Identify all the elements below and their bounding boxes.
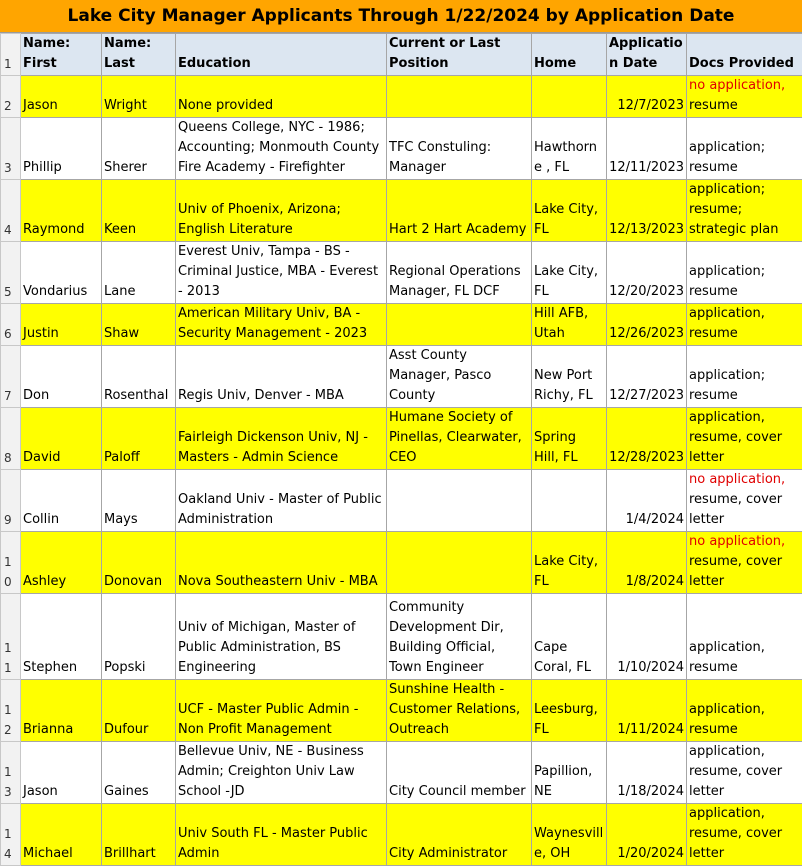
education-cell[interactable]: Fairleigh Dickenson Univ, NJ - Masters - Admin Science bbox=[176, 408, 387, 470]
docs-provided-text: application; resume; strategic plan bbox=[689, 182, 779, 237]
docs-provided-cell[interactable] bbox=[687, 346, 802, 408]
table-row bbox=[1, 680, 802, 742]
row-number[interactable]: 4 bbox=[1, 180, 21, 242]
application-date-cell[interactable]: 12/28/2023 bbox=[607, 408, 687, 470]
first-name-cell[interactable]: Phillip bbox=[21, 118, 102, 180]
docs-provided-cell[interactable] bbox=[687, 532, 802, 594]
docs-provided-cell[interactable] bbox=[687, 118, 802, 180]
home-cell[interactable] bbox=[532, 76, 607, 118]
application-date-cell[interactable]: 1/11/2024 bbox=[607, 680, 687, 742]
position-cell[interactable]: City Administrator bbox=[387, 804, 532, 866]
docs-provided-cell[interactable] bbox=[687, 742, 802, 804]
row-number[interactable]: 5 bbox=[1, 242, 21, 304]
docs-provided-cell[interactable] bbox=[687, 304, 802, 346]
header-position[interactable]: Current or Last Position bbox=[387, 34, 532, 76]
last-name-cell[interactable]: Lane bbox=[102, 242, 176, 304]
table-row bbox=[1, 594, 802, 680]
education-cell[interactable]: Queens College, NYC - 1986; Accounting; Monmouth County Fire Academy - Firefighter bbox=[176, 118, 387, 180]
row-number[interactable]: 7 bbox=[1, 346, 21, 408]
application-date-cell[interactable]: 1/4/2024 bbox=[607, 470, 687, 532]
header-first-name[interactable]: Name: First bbox=[21, 34, 102, 76]
position-cell[interactable]: Sunshine Health - Customer Relations, Outreach bbox=[387, 680, 532, 742]
last-name-cell[interactable]: Paloff bbox=[102, 408, 176, 470]
application-date-cell[interactable]: 1/8/2024 bbox=[607, 532, 687, 594]
education-cell[interactable]: Nova Southeastern Univ - MBA bbox=[176, 532, 387, 594]
table-row bbox=[1, 804, 802, 866]
row-number[interactable]: 13 bbox=[1, 742, 21, 804]
docs-provided-text: application; resume bbox=[689, 140, 765, 175]
education-cell[interactable]: Everest Univ, Tampa - BS - Criminal Justice, MBA - Everest - 2013 bbox=[176, 242, 387, 304]
first-name-cell[interactable]: Jason bbox=[21, 742, 102, 804]
home-cell[interactable]: New Port Richy, FL bbox=[532, 346, 607, 408]
docs-provided-text: application, resume, cover letter bbox=[689, 410, 782, 465]
position-cell[interactable] bbox=[387, 76, 532, 118]
table-row bbox=[1, 408, 802, 470]
header-application-date[interactable]: Application Date bbox=[607, 34, 687, 76]
application-date-cell[interactable]: 12/11/2023 bbox=[607, 118, 687, 180]
row-number[interactable]: 8 bbox=[1, 408, 21, 470]
position-cell[interactable]: TFC Constuling: Manager bbox=[387, 118, 532, 180]
home-cell[interactable] bbox=[532, 470, 607, 532]
table-row bbox=[1, 742, 802, 804]
position-cell[interactable]: Hart 2 Hart Academy bbox=[387, 180, 532, 242]
table-row bbox=[1, 470, 802, 532]
last-name-cell[interactable]: Shaw bbox=[102, 304, 176, 346]
docs-provided-cell[interactable] bbox=[687, 594, 802, 680]
education-cell[interactable]: Regis Univ, Denver - MBA bbox=[176, 346, 387, 408]
home-cell[interactable]: Cape Coral, FL bbox=[532, 594, 607, 680]
education-cell[interactable]: Bellevue Univ, NE - Business Admin; Creighton Univ Law School -JD bbox=[176, 742, 387, 804]
education-cell[interactable]: Univ South FL - Master Public Admin bbox=[176, 804, 387, 866]
education-cell[interactable]: UCF - Master Public Admin - Non Profit Management bbox=[176, 680, 387, 742]
row-number[interactable]: 6 bbox=[1, 304, 21, 346]
docs-provided-cell[interactable] bbox=[687, 242, 802, 304]
application-date-cell[interactable]: 12/27/2023 bbox=[607, 346, 687, 408]
first-name-cell[interactable]: Vondarius bbox=[21, 242, 102, 304]
last-name-cell[interactable]: Popski bbox=[102, 594, 176, 680]
first-name-cell[interactable]: Collin bbox=[21, 470, 102, 532]
home-cell[interactable]: Hawthorne , FL bbox=[532, 118, 607, 180]
no-application-flag: no application, bbox=[689, 534, 785, 549]
home-cell[interactable]: Papillion, NE bbox=[532, 742, 607, 804]
docs-provided-cell[interactable] bbox=[687, 180, 802, 242]
home-cell[interactable]: Lake City, FL bbox=[532, 180, 607, 242]
row-number[interactable]: 9 bbox=[1, 470, 21, 532]
last-name-cell[interactable]: Sherer bbox=[102, 118, 176, 180]
docs-provided-cell[interactable] bbox=[687, 804, 802, 866]
docs-provided-text: application; resume bbox=[689, 264, 765, 299]
docs-provided-text: application, resume, cover letter bbox=[689, 744, 782, 799]
home-cell[interactable]: Lake City, FL bbox=[532, 532, 607, 594]
home-cell[interactable]: Leesburg, FL bbox=[532, 680, 607, 742]
table-row bbox=[1, 180, 802, 242]
header-row bbox=[1, 34, 802, 76]
education-cell[interactable]: Univ of Phoenix, Arizona; English Literature bbox=[176, 180, 387, 242]
position-cell[interactable]: Humane Society of Pinellas, Clearwater, CEO bbox=[387, 408, 532, 470]
docs-provided-text: application, resume bbox=[689, 702, 765, 737]
docs-provided-text: application, resume bbox=[689, 640, 765, 675]
docs-provided-cell[interactable] bbox=[687, 470, 802, 532]
table-row bbox=[1, 346, 802, 408]
education-cell[interactable]: None provided bbox=[176, 76, 387, 118]
header-docs-provided[interactable]: Docs Provided bbox=[687, 34, 802, 76]
first-name-cell[interactable]: Ashley bbox=[21, 532, 102, 594]
row-number[interactable]: 14 bbox=[1, 804, 21, 866]
application-date-cell[interactable]: 12/13/2023 bbox=[607, 180, 687, 242]
docs-provided-text: resume bbox=[689, 98, 738, 113]
position-cell[interactable]: Regional Operations Manager, FL DCF bbox=[387, 242, 532, 304]
table-row bbox=[1, 304, 802, 346]
last-name-cell[interactable]: Keen bbox=[102, 180, 176, 242]
position-cell[interactable] bbox=[387, 532, 532, 594]
row-number[interactable]: 3 bbox=[1, 118, 21, 180]
no-application-flag: no application, bbox=[689, 78, 785, 93]
sheet-title: Lake City Manager Applicants Through 1/22/2024 by Application Date bbox=[0, 0, 802, 33]
position-cell[interactable] bbox=[387, 470, 532, 532]
application-date-cell[interactable]: 12/20/2023 bbox=[607, 242, 687, 304]
home-cell[interactable]: Waynesville, OH bbox=[532, 804, 607, 866]
table-row bbox=[1, 242, 802, 304]
row-number[interactable]: 11 bbox=[1, 594, 21, 680]
docs-provided-cell[interactable] bbox=[687, 680, 802, 742]
last-name-cell[interactable]: Brillhart bbox=[102, 804, 176, 866]
docs-provided-cell[interactable] bbox=[687, 408, 802, 470]
row-number[interactable]: 10 bbox=[1, 532, 21, 594]
docs-provided-text: application; resume bbox=[689, 368, 765, 403]
last-name-cell[interactable]: Mays bbox=[102, 470, 176, 532]
row-number[interactable]: 2 bbox=[1, 76, 21, 118]
education-cell[interactable]: Univ of Michigan, Master of Public Administration, BS Engineering bbox=[176, 594, 387, 680]
first-name-cell[interactable]: David bbox=[21, 408, 102, 470]
first-name-cell[interactable]: Jason bbox=[21, 76, 102, 118]
home-cell[interactable]: Spring Hill, FL bbox=[532, 408, 607, 470]
last-name-cell[interactable]: Donovan bbox=[102, 532, 176, 594]
application-date-cell[interactable]: 1/20/2024 bbox=[607, 804, 687, 866]
education-cell[interactable]: Oakland Univ - Master of Public Administration bbox=[176, 470, 387, 532]
position-cell[interactable]: City Council member bbox=[387, 742, 532, 804]
first-name-cell[interactable]: Don bbox=[21, 346, 102, 408]
row-number[interactable]: 12 bbox=[1, 680, 21, 742]
first-name-cell[interactable]: Michael bbox=[21, 804, 102, 866]
home-cell[interactable]: Lake City, FL bbox=[532, 242, 607, 304]
education-cell[interactable]: American Military Univ, BA - Security Management - 2023 bbox=[176, 304, 387, 346]
last-name-cell[interactable]: Dufour bbox=[102, 680, 176, 742]
header-education[interactable]: Education bbox=[176, 34, 387, 76]
table-row bbox=[1, 118, 802, 180]
last-name-cell[interactable]: Gaines bbox=[102, 742, 176, 804]
docs-provided-text: application, resume bbox=[689, 306, 765, 341]
header-home[interactable]: Home bbox=[532, 34, 607, 76]
docs-provided-text: resume, cover letter bbox=[689, 492, 782, 527]
position-cell[interactable] bbox=[387, 304, 532, 346]
header-last-name[interactable]: Name: Last bbox=[102, 34, 176, 76]
position-cell[interactable]: Asst County Manager, Pasco County bbox=[387, 346, 532, 408]
last-name-cell[interactable]: Rosenthal bbox=[102, 346, 176, 408]
application-date-cell[interactable]: 12/26/2023 bbox=[607, 304, 687, 346]
docs-provided-text: resume, cover letter bbox=[689, 554, 782, 589]
table-row bbox=[1, 76, 802, 118]
application-date-cell[interactable]: 12/7/2023 bbox=[607, 76, 687, 118]
position-cell[interactable]: Community Development Dir, Building Official, Town Engineer bbox=[387, 594, 532, 680]
first-name-cell[interactable]: Stephen bbox=[21, 594, 102, 680]
home-cell[interactable]: Hill AFB, Utah bbox=[532, 304, 607, 346]
first-name-cell[interactable]: Raymond bbox=[21, 180, 102, 242]
application-date-cell[interactable]: 1/10/2024 bbox=[607, 594, 687, 680]
docs-provided-text: application, resume, cover letter bbox=[689, 806, 782, 861]
docs-provided-cell[interactable] bbox=[687, 76, 802, 118]
applicants-table bbox=[0, 33, 802, 866]
application-date-cell[interactable]: 1/18/2024 bbox=[607, 742, 687, 804]
table-row bbox=[1, 532, 802, 594]
last-name-cell[interactable]: Wright bbox=[102, 76, 176, 118]
no-application-flag: no application, bbox=[689, 472, 785, 487]
row-number[interactable]: 1 bbox=[1, 34, 21, 76]
first-name-cell[interactable]: Justin bbox=[21, 304, 102, 346]
first-name-cell[interactable]: Brianna bbox=[21, 680, 102, 742]
